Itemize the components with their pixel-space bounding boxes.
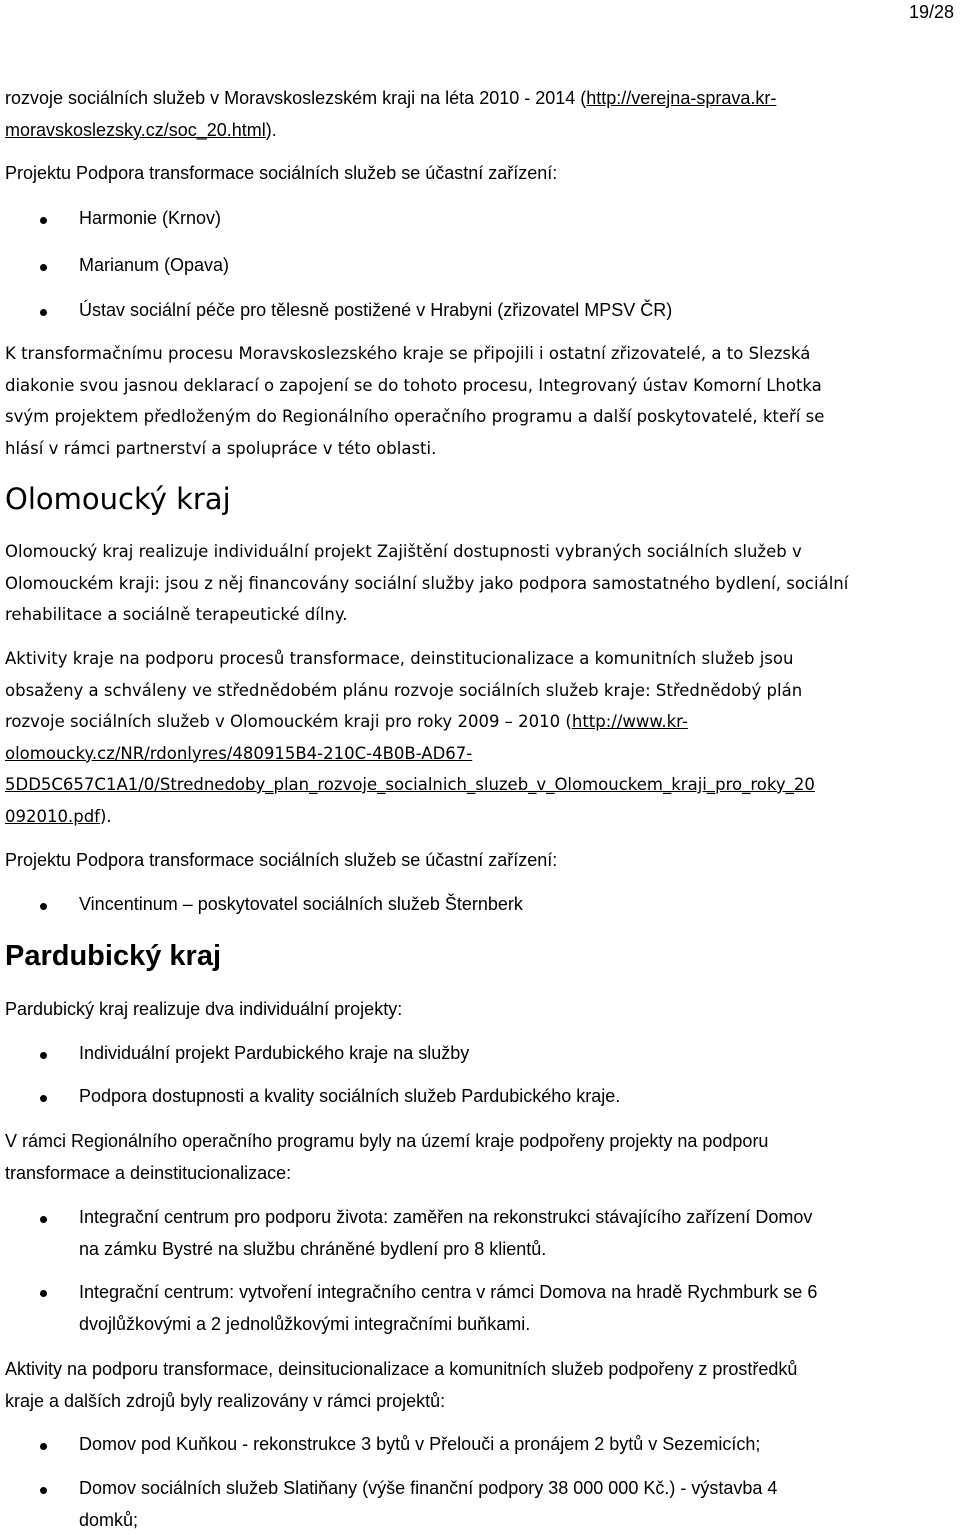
- olomoucky-paragraph-2: [5, 643, 957, 832]
- msk-strategy-text-end: ).: [265, 119, 277, 140]
- olomoucky-plan-link-start[interactable]: http://www.kr-: [571, 712, 688, 731]
- text-line: Olomoucký kraj realizuje individuální projekt Zajištění dostupnosti vybraných sociálních služeb v: [5, 542, 802, 561]
- bullet-icon: [40, 1052, 47, 1059]
- text-line: transformace a deinstitucionalizace:: [5, 1162, 292, 1183]
- text-line: V rámci Regionálního operačního programu byly na území kraje podpořeny projekty na podporu: [5, 1131, 769, 1151]
- msk-strategy-text: rozvoje sociálních služeb v Moravskoslezském kraji na léta 2010 - 2014 (: [5, 88, 587, 108]
- text-line: 092010.pdf).: [5, 806, 112, 826]
- list-item: Podpora dostupnosti a kvality sociálních služeb Pardubického kraje.: [79, 1086, 621, 1106]
- text-line: hlásí v rámci partnerství a spolupráce v této oblasti.: [5, 438, 437, 458]
- text-line: K transformačnímu procesu Moravskoslezského kraje se připojili i ostatní zřizovatelé, a to Slezská: [5, 344, 811, 363]
- page-number: 19/28: [908, 2, 954, 22]
- bullet-icon: [40, 217, 47, 224]
- msk-plan-link[interactable]: http://verejna-sprava.kr- moravskoslezsky.cz/soc_20.html: [5, 88, 777, 140]
- text-line: diakonie svou jasnou deklarací o zapojení se do tohoto procesu, Integrovaný ústav Komorní Lhotka: [5, 375, 822, 395]
- text-line: [5, 769, 957, 801]
- text-line: rehabilitace a sociálně terapeutické dílny.: [5, 605, 348, 624]
- text-line: kraje a dalších zdrojů byly realizovány v rámci projektů:: [5, 1390, 446, 1411]
- olomoucky-plan-link[interactable]: 5DD5C657C1A1/0/Strednedoby_plan_rozvoje_socialnich_sluzeb_v_Olomouckem_kraji_pro_roky_20: [5, 775, 815, 794]
- text-line: obsaženy a schváleny ve střednědobém plánu rozvoje sociálních služeb kraje: Střednědobý plán: [5, 680, 803, 700]
- list-item: Harmonie (Krnov): [79, 208, 222, 228]
- bullet-icon: [40, 309, 47, 316]
- bullet-icon: [40, 1216, 47, 1223]
- pardubicky-funds-paragraph: [5, 1354, 957, 1417]
- heading-pardubicky-kraj: Pardubický kraj: [5, 940, 221, 972]
- list-item: Domov pod Kuňkou - rekonstrukce 3 bytů v Přelouči a pronájem 2 bytů v Sezemicích;: [79, 1434, 761, 1454]
- bullet-icon: [40, 264, 47, 271]
- pardubicky-rop-paragraph: [5, 1126, 957, 1189]
- olomoucky-plan-link[interactable]: olomoucky.cz/NR/rdonlyres/480915B4-210C-4B0B-AD67-: [5, 743, 473, 763]
- text-line: Olomouckém kraji: jsou z něj financovány sociální služby jako podpora samostatného bydlení, sociální: [5, 573, 849, 593]
- msk-facilities-intro: Projektu Podpora transformace sociálních služeb se účastní zařízení:: [5, 163, 558, 183]
- bullet-icon: [40, 1487, 47, 1494]
- text-line: Aktivity na podporu transformace, deinsitucionalizace a komunitních služeb podpořeny z prostředků: [5, 1359, 798, 1379]
- olomoucky-facilities-intro: Projektu Podpora transformace sociálních služeb se účastní zařízení:: [5, 850, 558, 870]
- list-item: Integrační centrum: vytvoření integračního centra v rámci Domova na hradě Rychmburk se 6 dvojlůžkovými a 2 jednolůžkovými integračními buňkami.: [79, 1282, 818, 1334]
- bullet-icon: [40, 1095, 47, 1102]
- text-line: [5, 738, 957, 770]
- heading-olomoucky-kraj: Olomoucký kraj: [5, 482, 231, 516]
- list-item: Vincentinum – poskytovatel sociálních služeb Šternberk: [79, 894, 523, 914]
- msk-partners-paragraph: [5, 338, 957, 464]
- list-item: Individuální projekt Pardubického kraje na služby: [79, 1043, 470, 1063]
- bullet-icon: [40, 1443, 47, 1450]
- bullet-icon: [40, 903, 47, 910]
- list-item: Marianum (Opava): [79, 255, 230, 275]
- text-line: rozvoje sociálních služeb v Olomouckém kraji pro roky 2009 – 2010 (http://www.kr-: [5, 712, 688, 731]
- bullet-icon: [40, 1290, 47, 1297]
- list-item: Integrační centrum pro podporu života: zaměřen na rekonstrukci stávajícího zařízení Domov na zámku Bystré na službu chráněné bydlení pro 8 klientů.: [79, 1207, 813, 1259]
- text-line: svým projektem předloženým do Regionálního operačního programu a další poskytovatelé, kteří se: [5, 407, 825, 426]
- olomoucky-paragraph-1: [5, 536, 957, 631]
- text-line: Aktivity kraje na podporu procesů transformace, deinstitucionalizace a komunitních služeb jsou: [5, 649, 794, 668]
- msk-strategy-paragraph: [5, 83, 957, 146]
- list-item: Domov sociálních služeb Slatiňany (výše finanční podpory 38 000 000 Kč.) - výstavba 4 domků;: [79, 1478, 778, 1530]
- olomoucky-plan-link-end[interactable]: 092010.pdf: [5, 806, 100, 826]
- pardubicky-intro: Pardubický kraj realizuje dva individuální projekty:: [5, 999, 403, 1019]
- list-item: Ústav sociální péče pro tělesně postižené v Hrabyni (zřizovatel MPSV ČR): [79, 300, 673, 320]
